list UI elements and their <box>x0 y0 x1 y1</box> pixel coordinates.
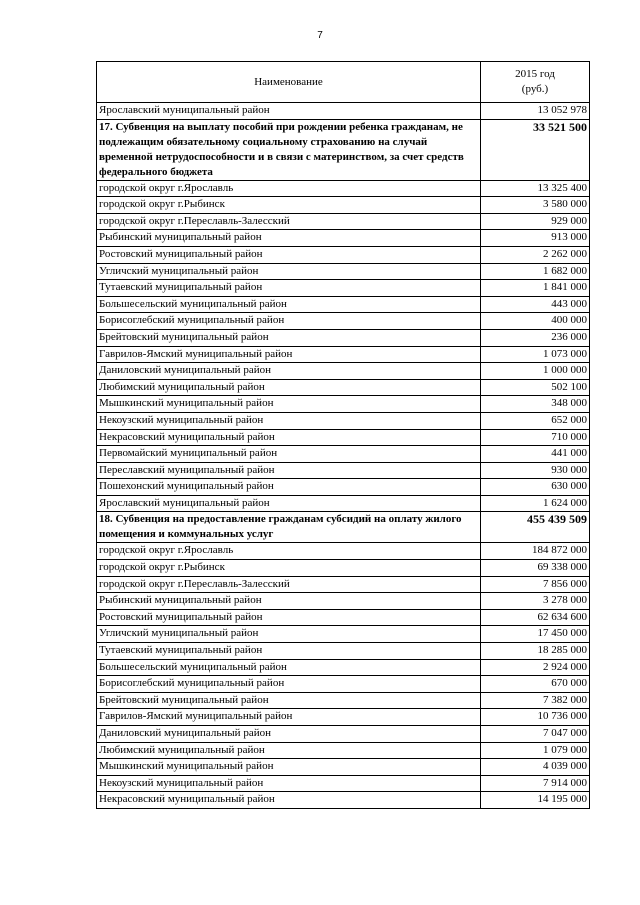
amount-cell: 502 100 <box>481 379 590 396</box>
amount-cell: 1 841 000 <box>481 280 590 297</box>
table-row <box>97 759 590 776</box>
district-name-cell: городской округ г.Ярославль <box>97 180 481 197</box>
section-total-cell: 33 521 500 <box>481 119 590 180</box>
district-name-cell: Даниловский муниципальный район <box>97 726 481 743</box>
amount-cell: 1 073 000 <box>481 346 590 363</box>
amount-cell: 400 000 <box>481 313 590 330</box>
table-body <box>97 62 590 809</box>
amount-cell: 18 285 000 <box>481 643 590 660</box>
table-row <box>97 709 590 726</box>
table-row <box>97 446 590 463</box>
table-row <box>97 180 590 197</box>
district-name-cell: городской округ г.Ярославль <box>97 543 481 560</box>
table-row <box>97 643 590 660</box>
amount-cell: 913 000 <box>481 230 590 247</box>
amount-cell: 670 000 <box>481 676 590 693</box>
district-name-cell: Большесельский муниципальный район <box>97 296 481 313</box>
district-name-cell: Большесельский муниципальный район <box>97 659 481 676</box>
district-name-cell: Пошехонский муниципальный район <box>97 479 481 496</box>
table-row <box>97 329 590 346</box>
table-row <box>97 659 590 676</box>
table-header-row <box>97 62 590 103</box>
district-name-cell: Ростовский муниципальный район <box>97 246 481 263</box>
amount-cell: 441 000 <box>481 446 590 463</box>
district-name-cell: городской округ г.Рыбинск <box>97 560 481 577</box>
district-name-cell: Некоузский муниципальный район <box>97 775 481 792</box>
district-name-cell: Первомайский муниципальный район <box>97 446 481 463</box>
amount-cell: 7 914 000 <box>481 775 590 792</box>
district-name-cell: городской округ г.Переславль-Залесский <box>97 576 481 593</box>
column-header-year-label: 2015 год <box>515 68 555 80</box>
district-name-cell: Гаврилов-Ямский муниципальный район <box>97 709 481 726</box>
district-name-cell: Рыбинский муниципальный район <box>97 230 481 247</box>
table-row <box>97 560 590 577</box>
table-row <box>97 379 590 396</box>
district-name-cell: городской округ г.Переславль-Залесский <box>97 213 481 230</box>
district-name-cell: Некрасовский муниципальный район <box>97 792 481 809</box>
amount-cell: 17 450 000 <box>481 626 590 643</box>
table-row <box>97 775 590 792</box>
amount-cell: 2 924 000 <box>481 659 590 676</box>
district-name-cell: Некрасовский муниципальный район <box>97 429 481 446</box>
table-row <box>97 692 590 709</box>
amount-cell: 62 634 600 <box>481 609 590 626</box>
table-row <box>97 576 590 593</box>
district-name-cell: Ростовский муниципальный район <box>97 609 481 626</box>
district-name-cell: городской округ г.Рыбинск <box>97 197 481 214</box>
table-row <box>97 429 590 446</box>
district-name-cell: Любимский муниципальный район <box>97 742 481 759</box>
subvention-table <box>96 61 590 809</box>
table-row <box>97 197 590 214</box>
table-row <box>97 609 590 626</box>
table-row <box>97 479 590 496</box>
table-row <box>97 726 590 743</box>
district-name-cell: Угличский муниципальный район <box>97 626 481 643</box>
page-number: 7 <box>317 30 323 41</box>
district-name-cell: Брейтовский муниципальный район <box>97 692 481 709</box>
amount-cell: 7 047 000 <box>481 726 590 743</box>
table-row <box>97 396 590 413</box>
district-name-cell: Тутаевский муниципальный район <box>97 280 481 297</box>
table-row <box>97 792 590 809</box>
table-row <box>97 593 590 610</box>
district-name-cell: Тутаевский муниципальный район <box>97 643 481 660</box>
district-name-cell: Гаврилов-Ямский муниципальный район <box>97 346 481 363</box>
table-row <box>97 263 590 280</box>
amount-cell: 1 079 000 <box>481 742 590 759</box>
amount-cell: 348 000 <box>481 396 590 413</box>
amount-cell: 7 856 000 <box>481 576 590 593</box>
table-row <box>97 363 590 380</box>
column-header-year <box>481 62 590 103</box>
amount-cell: 2 262 000 <box>481 246 590 263</box>
amount-cell: 7 382 000 <box>481 692 590 709</box>
amount-cell: 3 580 000 <box>481 197 590 214</box>
amount-cell: 13 052 978 <box>481 103 590 120</box>
amount-cell: 1 624 000 <box>481 495 590 512</box>
amount-cell: 4 039 000 <box>481 759 590 776</box>
amount-cell: 652 000 <box>481 412 590 429</box>
table-row <box>97 676 590 693</box>
amount-cell: 3 278 000 <box>481 593 590 610</box>
table-row <box>97 313 590 330</box>
section-row <box>97 512 590 543</box>
amount-cell: 443 000 <box>481 296 590 313</box>
district-name-cell: Рыбинский муниципальный район <box>97 593 481 610</box>
table-row <box>97 280 590 297</box>
section-title-cell: 18. Субвенция на предоставление гражданам субсидий на оплату жилого помещения и коммунальных услуг <box>97 512 481 543</box>
district-name-cell: Борисоглебский муниципальный район <box>97 676 481 693</box>
amount-cell: 69 338 000 <box>481 560 590 577</box>
district-name-cell: Ярославский муниципальный район <box>97 495 481 512</box>
table-row <box>97 462 590 479</box>
district-name-cell: Мышкинский муниципальный район <box>97 396 481 413</box>
table-row <box>97 543 590 560</box>
table-row <box>97 230 590 247</box>
amount-cell: 630 000 <box>481 479 590 496</box>
amount-cell: 184 872 000 <box>481 543 590 560</box>
table-row <box>97 742 590 759</box>
amount-cell: 1 682 000 <box>481 263 590 280</box>
table-row <box>97 626 590 643</box>
column-header-name: Наименование <box>97 62 481 103</box>
district-name-cell: Переславский муниципальный район <box>97 462 481 479</box>
column-header-unit-label: (руб.) <box>521 83 549 95</box>
table-row <box>97 346 590 363</box>
table-row <box>97 495 590 512</box>
district-name-cell: Угличский муниципальный район <box>97 263 481 280</box>
section-total-cell: 455 439 509 <box>481 512 590 543</box>
amount-cell: 1 000 000 <box>481 363 590 380</box>
section-row <box>97 119 590 180</box>
amount-cell: 10 736 000 <box>481 709 590 726</box>
district-name-cell: Любимский муниципальный район <box>97 379 481 396</box>
section-title-cell: 17. Субвенция на выплату пособий при рождении ребенка гражданам, не подлежащим обязательному социальному страхованию на случай временной нетрудоспособности и в связи с материнством, за счет средств федерального бюджета <box>97 119 481 180</box>
district-name-cell: Мышкинский муниципальный район <box>97 759 481 776</box>
district-name-cell: Брейтовский муниципальный район <box>97 329 481 346</box>
table-row <box>97 246 590 263</box>
amount-cell: 236 000 <box>481 329 590 346</box>
district-name-cell: Ярославский муниципальный район <box>97 103 481 120</box>
table-row <box>97 103 590 120</box>
district-name-cell: Некоузский муниципальный район <box>97 412 481 429</box>
amount-cell: 930 000 <box>481 462 590 479</box>
amount-cell: 710 000 <box>481 429 590 446</box>
district-name-cell: Борисоглебский муниципальный район <box>97 313 481 330</box>
amount-cell: 13 325 400 <box>481 180 590 197</box>
table-row <box>97 213 590 230</box>
table-row <box>97 412 590 429</box>
amount-cell: 14 195 000 <box>481 792 590 809</box>
amount-cell: 929 000 <box>481 213 590 230</box>
district-name-cell: Даниловский муниципальный район <box>97 363 481 380</box>
table-row <box>97 296 590 313</box>
